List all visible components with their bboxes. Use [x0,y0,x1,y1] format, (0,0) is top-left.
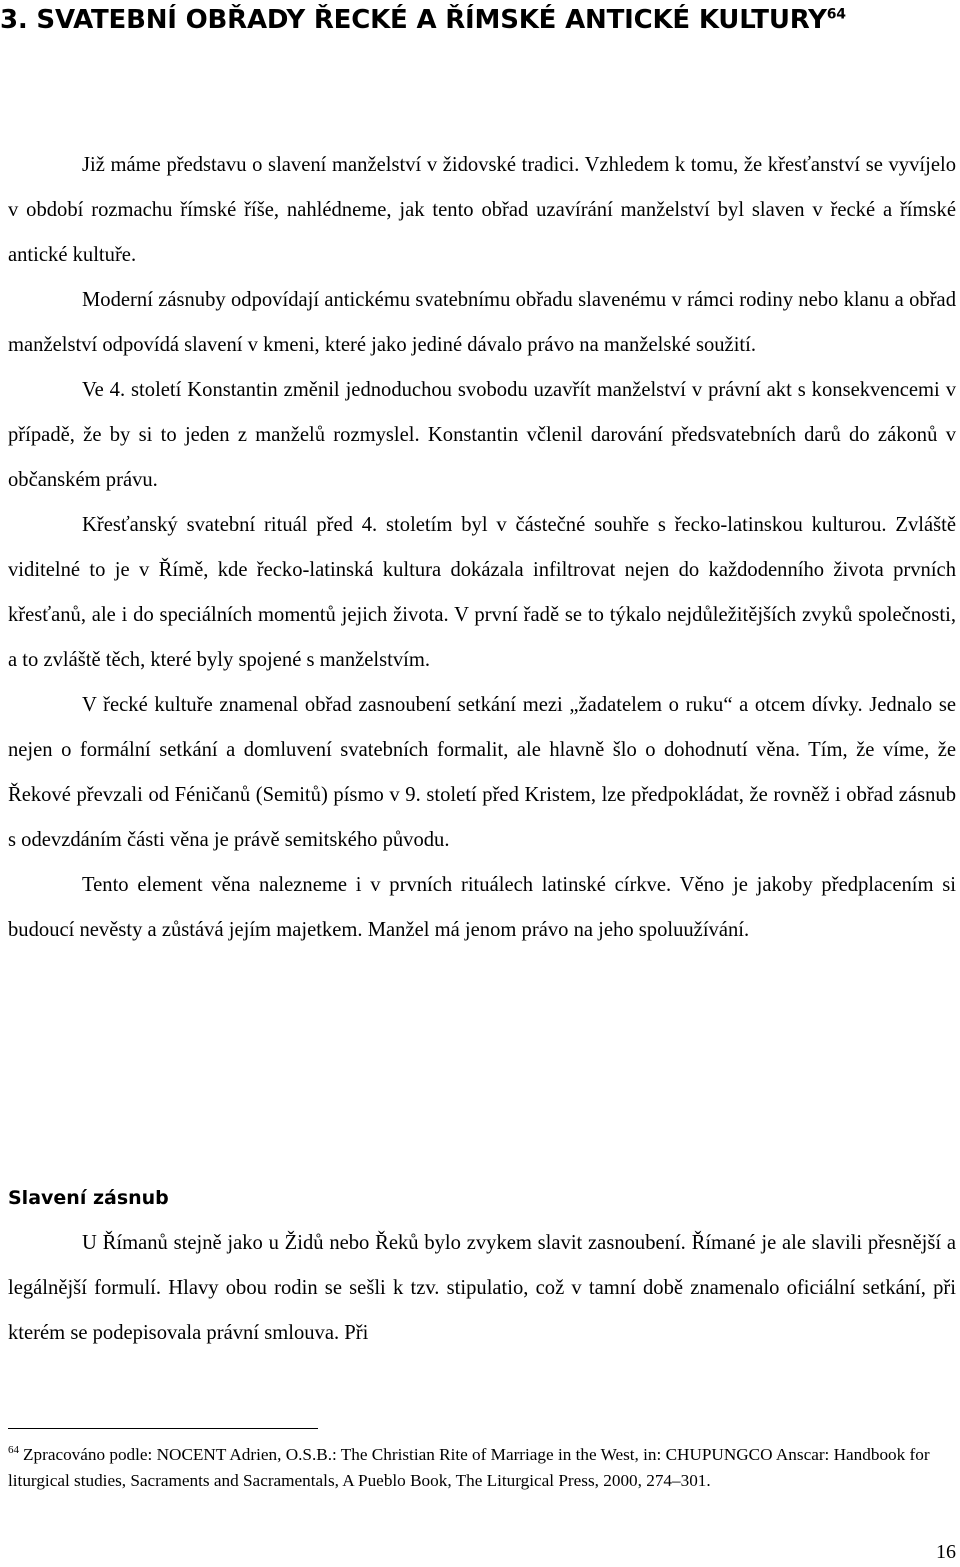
chapter-title-text: 3. SVATEBNÍ OBŘADY ŘECKÉ A ŘÍMSKÉ ANTICKÉ KULTURY [0,5,827,35]
paragraph: Ve 4. století Konstantin změnil jednoduchou svobodu uzavřít manželství v právní akt s konsekvencemi v případě, že by si to jeden z manželů rozmyslel. Konstantin včlenil darování předsvatebních darů do zákonů v občanském právu. [8,379,956,491]
footnote-text: Zpracováno podle: NOCENT Adrien, O.S.B.: The Christian Rite of Marriage in the West, in: CHUPUNGCO Anscar: Handbook for liturgical studies, Sacraments and Sacramentals, A Pueblo Book, The Liturgical Press, 2000, 274–301. [8,1445,930,1490]
page-number: 16 [936,1541,956,1563]
paragraph: U Římanů stejně jako u Židů nebo Řeků bylo zvykem slavit zasnoubení. Římané je ale slavili přesnější a legálnější formulí. Hlavy obou rodin se sešli k tzv. stipulatio, což v tamní době znamenalo oficiální setkání, při kterém se podepisovala právní smlouva. Při [8,1232,956,1344]
section-heading: Slavení zásnub [8,1187,169,1209]
footnote-number: 64 [8,1444,19,1457]
chapter-title [0,4,846,36]
footnote [8,1442,956,1494]
footnote-reference: 64 [826,6,846,23]
paragraph: Již máme představu o slavení manželství v židovské tradici. Vzhledem k tomu, že křesťanství se vyvíjelo v období rozmachu římské říše, nahlédneme, jak tento obřad uzavírání manželství byl slaven v řecké a římské antické kultuře. [8,154,956,266]
paragraph: Křesťanský svatební rituál před 4. stoletím byl v částečné souhře s řecko-latinskou kulturou. Zvláště viditelné to je v Římě, kde řecko-latinská kultura dokázala infiltrovat nejen do každodenního života prvních křesťanů, ale i do speciálních momentů jejich života. V první řadě se to týkalo nejdůležitějších zvyků společnosti, a to zvláště těch, které byly spojené s manželstvím. [8,514,956,671]
footnote-divider [8,1428,318,1429]
paragraph: Tento element věna nalezneme i v prvních rituálech latinské církve. Věno je jakoby předplacením si budoucí nevěsty a zůstává jejím majetkem. Manžel má jenom právo na jeho spoluužívání. [8,874,956,941]
paragraph: V řecké kultuře znamenal obřad zasnoubení setkání mezi „žadatelem o ruku“ a otcem dívky. Jednalo se nejen o formální setkání a domluvení svatebních formalit, ale hlavně šlo o dohodnutí věna. Tím, že víme, že Řekové převzali od Féničanů (Semitů) písmo v 9. století před Kristem, lze předpokládat, že rovněž i obřad zásnub s odevzdáním části věna je právě semitského původu. [8,694,956,851]
section-slaveni-zasnub [8,1176,956,1356]
paragraph: Moderní zásnuby odpovídají antickému svatebnímu obřadu slavenému v rámci rodiny nebo klanu a obřad manželství odpovídá slavení v kmeni, které jako jediné dávalo právo na manželské soužití. [8,289,956,356]
body-text-main [8,143,956,953]
